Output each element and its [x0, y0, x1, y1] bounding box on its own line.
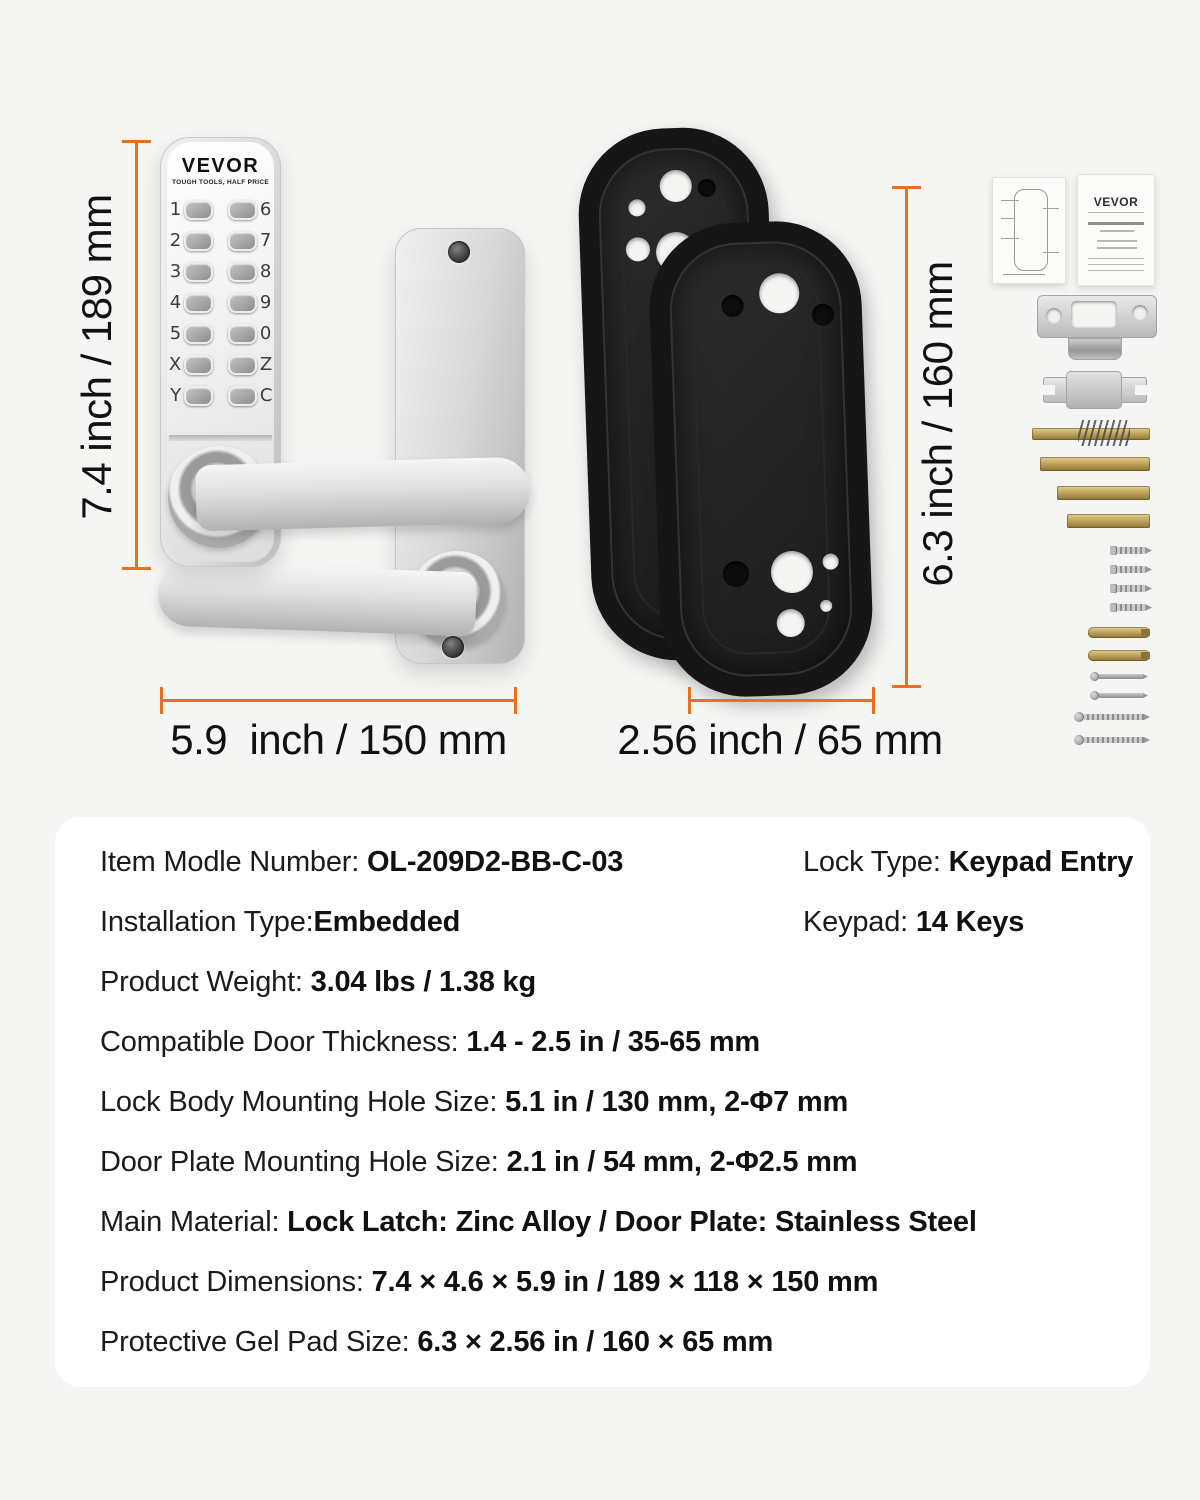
key-row	[167, 256, 274, 287]
pad-width-dimension-line	[688, 699, 875, 702]
spec-value: 3.04 lbs / 1.38 kg	[310, 966, 536, 998]
key-label: 5	[169, 323, 182, 344]
drilling-template-paper	[992, 177, 1066, 284]
key-label: 9	[259, 292, 272, 313]
spec-value: Lock Latch: Zinc Alloy / Door Plate: Stainless Steel	[287, 1206, 977, 1238]
spacer-post	[1088, 650, 1150, 661]
key-label: 3	[169, 261, 182, 282]
spec-value: 7.4 × 4.6 × 5.9 in / 189 × 118 × 150 mm	[371, 1266, 879, 1298]
spec-label: Keypad:	[803, 906, 916, 938]
spec-value: 5.1 in / 130 mm, 2-Φ7 mm	[505, 1086, 849, 1118]
key-label: 2	[169, 230, 182, 251]
mounting-screw-medium	[1090, 672, 1148, 681]
strike-plate-hole-icon	[1132, 305, 1148, 321]
mounting-screw-long	[1074, 735, 1150, 745]
spec-row-lock-body-hole	[100, 1072, 848, 1132]
key-button	[228, 200, 257, 220]
spec-row-door-thickness	[100, 1012, 760, 1072]
spec-value: OL-209D2-BB-C-03	[366, 846, 624, 878]
strike-plate-tab	[1068, 338, 1122, 360]
spec-label: Protective Gel Pad Size:	[100, 1326, 418, 1358]
spec-label: Installation Type:	[100, 906, 314, 938]
door-plate-lever	[157, 561, 477, 636]
keypad	[167, 194, 274, 411]
spec-label: Product Dimensions:	[100, 1266, 372, 1298]
mounting-screw-small	[1110, 546, 1152, 555]
key-label: C	[259, 385, 273, 406]
key-label: Z	[259, 354, 273, 375]
instruction-manual	[1077, 174, 1155, 286]
key-button	[184, 324, 213, 344]
mounting-screw-long	[1074, 712, 1150, 722]
spec-row-lock-type	[803, 832, 1133, 892]
connecting-rod	[1067, 514, 1150, 528]
key-label: 0	[259, 323, 272, 344]
key-button	[184, 355, 213, 375]
spring-icon	[1078, 420, 1130, 446]
gel-pad-front	[647, 218, 875, 699]
key-label: 1	[169, 199, 182, 220]
spec-row-gel-pad-size	[100, 1312, 773, 1372]
lock-width-dimension-label: 5.9 inch / 150 mm	[170, 716, 507, 763]
plate-bottom-screw-hole-icon	[442, 636, 464, 658]
spec-label: Lock Body Mounting Hole Size:	[100, 1086, 506, 1118]
spacer-post	[1088, 627, 1150, 638]
spec-label: Main Material:	[100, 1206, 288, 1238]
key-button	[228, 324, 257, 344]
plate-top-screw-hole-icon	[448, 241, 470, 263]
key-button	[184, 231, 213, 251]
manual-brand: VEVOR	[1093, 195, 1139, 209]
spec-value: Keypad Entry	[948, 846, 1134, 878]
key-row	[167, 318, 274, 349]
spec-label: Compatible Door Thickness:	[100, 1026, 467, 1058]
spec-card	[55, 817, 1150, 1387]
mounting-screw-small	[1110, 603, 1152, 612]
lock-lever	[195, 457, 531, 532]
pad-width-dimension-label: 2.56 inch / 65 mm	[617, 716, 943, 763]
spec-value: Embedded	[313, 906, 461, 938]
spec-row-installation-type	[100, 892, 460, 952]
lock-width-dimension-line	[160, 699, 517, 702]
spec-value: 2.1 in / 54 mm, 2-Φ2.5 mm	[506, 1146, 858, 1178]
key-row	[167, 380, 274, 411]
key-label: X	[168, 354, 182, 375]
key-button	[184, 293, 213, 313]
strike-plate-hole-icon	[1046, 308, 1062, 324]
key-row	[167, 349, 274, 380]
key-button	[184, 262, 213, 282]
mounting-screw-small	[1110, 584, 1152, 593]
key-button	[228, 355, 257, 375]
spec-value: 14 Keys	[915, 906, 1025, 938]
key-button	[228, 231, 257, 251]
key-button	[228, 293, 257, 313]
vevor-logo: VEVOR	[181, 155, 260, 177]
key-button	[184, 200, 213, 220]
pad-height-dimension-line	[905, 186, 908, 688]
spec-row-product-dimensions	[100, 1252, 878, 1312]
spec-label: Lock Type:	[803, 846, 949, 878]
mounting-screw-medium	[1090, 691, 1148, 700]
spec-row-keypad	[803, 892, 1024, 952]
spec-label: Product Weight:	[100, 966, 311, 998]
lock-height-dimension-label: 7.4 inch / 189 mm	[73, 194, 120, 520]
key-row	[167, 287, 274, 318]
spec-value: 1.4 - 2.5 in / 35-65 mm	[466, 1026, 760, 1058]
vevor-tagline: TOUGH TOOLS, HALF PRICE	[172, 179, 269, 186]
strike-plate-cutout	[1071, 301, 1117, 328]
pad-height-dimension-label: 6.3 inch / 160 mm	[914, 261, 961, 587]
key-row	[167, 225, 274, 256]
key-label: 8	[259, 261, 272, 282]
key-label: 4	[169, 292, 182, 313]
spec-row-item-model	[100, 832, 623, 892]
spec-row-product-weight	[100, 952, 536, 1012]
strike-plate	[1037, 295, 1157, 338]
lock-height-dimension-line	[135, 140, 138, 570]
key-button	[228, 386, 257, 406]
template-drawing	[1014, 189, 1048, 271]
key-button	[184, 386, 213, 406]
key-label: 6	[259, 199, 272, 220]
spec-row-door-plate-hole	[100, 1132, 857, 1192]
connecting-rod	[1040, 457, 1150, 471]
spec-label: Door Plate Mounting Hole Size:	[100, 1146, 507, 1178]
connecting-rod	[1057, 486, 1150, 500]
key-label: Y	[170, 385, 182, 406]
mounting-screw-small	[1110, 565, 1152, 574]
key-label: 7	[259, 230, 272, 251]
key-button	[228, 262, 257, 282]
spec-label: Item Modle Number:	[100, 846, 367, 878]
panel-seam	[169, 435, 272, 441]
spec-value: 6.3 × 2.56 in / 160 × 65 mm	[417, 1326, 774, 1358]
spec-row-main-material	[100, 1192, 977, 1252]
key-row	[167, 194, 274, 225]
